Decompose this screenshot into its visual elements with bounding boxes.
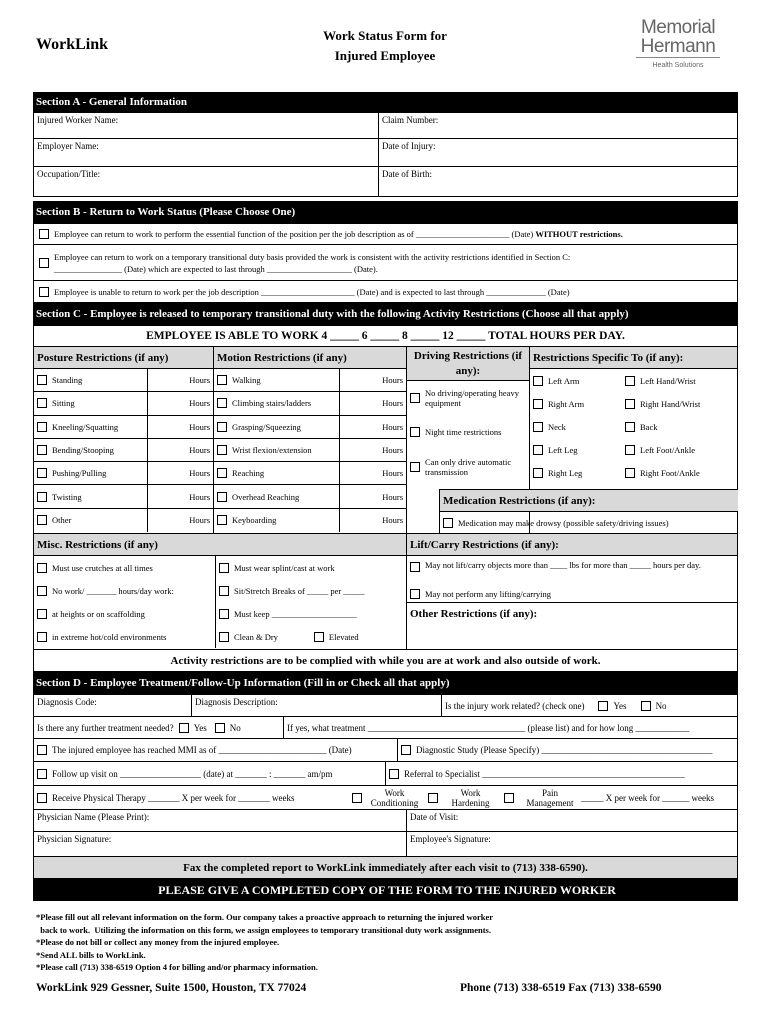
specific-checkbox[interactable] <box>625 422 635 432</box>
posture-checkbox[interactable] <box>37 398 47 408</box>
rtw-option2-line1: Employee can return to work on a temporary transitional duty basis provided the work is consistent with the activity restrictions identified in Section C: <box>54 251 571 262</box>
compliance-note: Activity restrictions are to be complied with while you are at work and also outside of work. <box>33 650 738 672</box>
motion-item <box>214 416 340 438</box>
further-treatment-yes-checkbox[interactable] <box>179 723 189 733</box>
driving-item <box>407 415 529 449</box>
misc-item <box>34 556 216 579</box>
posture-row <box>34 509 213 532</box>
further-treatment-question: Is there any further treatment needed? <box>37 722 174 733</box>
motion-row <box>214 509 406 532</box>
posture-item <box>34 369 148 391</box>
injured-worker-name-field[interactable]: Injured Worker Name: <box>34 113 379 138</box>
footer-phone: Phone (713) 338-6519 Fax (713) 338-6590 <box>460 982 662 994</box>
specific-item <box>530 468 622 478</box>
posture-item <box>34 416 148 438</box>
physical-therapy-label: Receive Physical Therapy _______ X per week for _______ weeks <box>52 792 295 803</box>
posture-label: Other <box>52 515 72 526</box>
work-hardening-line2: Hardening <box>451 797 490 808</box>
specific-header: Restrictions Specific To (if any): <box>530 347 737 369</box>
motion-item <box>214 485 340 507</box>
posture-checkbox[interactable] <box>37 492 47 502</box>
rtw-option1-bold: WITHOUT restrictions. <box>535 229 623 239</box>
misc-checkbox[interactable] <box>37 609 47 619</box>
misc-item <box>216 579 406 602</box>
specific-row <box>530 415 737 438</box>
misc-item <box>216 625 406 648</box>
motion-hours-field[interactable] <box>340 416 406 438</box>
motion-column <box>214 347 407 533</box>
misc-checkbox[interactable] <box>37 563 47 573</box>
misc-checkbox[interactable] <box>219 586 229 596</box>
posture-row <box>34 462 213 485</box>
motion-row <box>214 416 406 439</box>
note-line: *Please fill out all relevant information on the form. Our company takes a proactive approach to returning the injured worker <box>36 912 494 922</box>
posture-hours-field[interactable] <box>148 485 213 507</box>
pain-management-line1: Pain <box>541 787 558 798</box>
motion-row <box>214 392 406 415</box>
specific-checkbox[interactable] <box>625 468 635 478</box>
motion-hours-field[interactable] <box>340 509 406 532</box>
mmi-checkbox[interactable] <box>37 745 47 755</box>
medication-drowsy-checkbox[interactable] <box>443 518 453 528</box>
misc-label: Must wear splint/cast at work <box>234 562 335 573</box>
follow-up-checkbox[interactable] <box>37 769 47 779</box>
logo-line1: Memorial <box>640 17 716 38</box>
work-conditioning-checkbox[interactable] <box>352 793 362 803</box>
misc-checkbox[interactable] <box>37 632 47 642</box>
motion-checkbox[interactable] <box>217 468 227 478</box>
specific-row <box>530 369 737 392</box>
misc-label: in extreme hot/cold environments <box>52 631 167 642</box>
lift-limit-checkbox[interactable] <box>410 562 420 572</box>
specific-label: Left Hand/Wrist <box>640 375 696 386</box>
posture-item <box>34 509 148 532</box>
posture-column <box>34 347 214 533</box>
motion-item <box>214 509 340 532</box>
referral-label: Referral to Specialist _____________________________________________ <box>404 768 685 779</box>
employer-name-field[interactable]: Employer Name: <box>34 139 379 166</box>
note-line: back to work. Utilizing the information on this form, we assign employees to temporary transitional duty work assignments. <box>36 924 491 935</box>
motion-checkbox[interactable] <box>217 515 227 525</box>
rtw-option1-text: Employee can return to work to perform the essential function of the position per the job description as of ______________________ (Date) <box>54 229 534 239</box>
hours-label: Hours <box>382 468 403 479</box>
motion-row <box>214 485 406 508</box>
driving-checkbox[interactable] <box>410 393 420 403</box>
misc-checkbox[interactable] <box>219 632 229 642</box>
specific-checkbox[interactable] <box>625 399 635 409</box>
date-of-birth-field[interactable]: Date of Birth: <box>382 169 432 179</box>
motion-checkbox[interactable] <box>217 445 227 455</box>
further-treatment-no-label: No <box>229 722 241 733</box>
posture-row <box>34 416 213 439</box>
further-treatment-yes-label: Yes <box>193 722 207 733</box>
motion-label: Keyboarding <box>232 515 277 526</box>
misc-checkbox[interactable] <box>37 586 47 596</box>
specific-row <box>530 392 737 415</box>
pain-management-checkbox[interactable] <box>504 793 514 803</box>
physical-therapy-checkbox[interactable] <box>37 793 47 803</box>
driving-label: Night time restrictions <box>425 427 502 437</box>
section-c-header: Section C - Employee is released to temporary transitional duty with the following Activity Restrictions (Choose all that apply) <box>33 303 738 325</box>
medication-header: Medication Restrictions (if any): <box>440 490 738 511</box>
motion-item <box>214 439 340 461</box>
hours-per-day-line: EMPLOYEE IS ABLE TO WORK 4 _____ 6 _____ 8 _____ 12 _____ TOTAL HOURS PER DAY. <box>33 325 738 347</box>
work-hardening-line1: Work <box>460 787 481 798</box>
posture-hours-field[interactable] <box>148 369 213 391</box>
section-d-header: Section D - Employee Treatment/Follow-Up Information (Fill in or Check all that apply) <box>33 672 738 694</box>
specific-item <box>622 468 732 478</box>
copy-instruction: PLEASE GIVE A COMPLETED COPY OF THE FORM TO THE INJURED WORKER <box>33 879 738 901</box>
motion-header: Motion Restrictions (if any) <box>214 347 406 369</box>
hours-label: Hours <box>189 375 210 386</box>
further-treatment-no-checkbox[interactable] <box>215 723 225 733</box>
specific-checkbox[interactable] <box>533 445 543 455</box>
specific-item <box>530 376 622 386</box>
medication-row <box>439 512 738 534</box>
motion-hours-field[interactable] <box>340 439 406 461</box>
note-line: *Send ALL bills to WorkLink. <box>36 949 146 960</box>
other-restrictions-header: Other Restrictions (if any): <box>407 602 737 626</box>
work-conditioning-line2: Conditioning <box>370 797 419 808</box>
elevated-checkbox[interactable] <box>314 632 324 642</box>
treatment-details-field[interactable]: If yes, what treatment ___________________________________ (please list) and for how long ____________ <box>287 722 690 733</box>
motion-label: Climbing stairs/ladders <box>232 398 312 409</box>
specific-item <box>622 376 732 386</box>
specific-label: Right Hand/Wrist <box>640 398 701 409</box>
specific-item <box>622 422 732 432</box>
hours-label: Hours <box>382 491 403 502</box>
specific-row <box>530 462 737 485</box>
posture-label: Standing <box>52 375 83 386</box>
driving-list <box>407 381 529 484</box>
motion-checkbox[interactable] <box>217 375 227 385</box>
form-title-line2: Injured Employee <box>334 48 436 63</box>
posture-label: Twisting <box>52 491 82 502</box>
misc-label: at heights or on scaffolding <box>52 608 145 619</box>
motion-hours-field[interactable] <box>340 485 406 507</box>
driving-label: No driving/operating heavy equipment <box>425 388 519 408</box>
misc-checkbox[interactable] <box>219 563 229 573</box>
motion-hours-field[interactable] <box>340 369 406 391</box>
motion-row <box>214 462 406 485</box>
specific-label: Left Leg <box>548 445 578 456</box>
work-conditioning-line1: Work <box>384 787 405 798</box>
misc-row <box>34 602 406 625</box>
driving-item <box>407 449 529 484</box>
diagnosis-code-field[interactable]: Diagnosis Code: <box>34 695 192 716</box>
posture-hours-field[interactable] <box>148 416 213 438</box>
misc-item <box>34 625 216 648</box>
work-related-yes-checkbox[interactable] <box>598 701 608 711</box>
motion-label: Reaching <box>232 468 265 479</box>
occupation-field[interactable]: Occupation/Title: <box>34 167 379 196</box>
pain-management-frequency: _____ X per week for ______ weeks <box>581 792 714 803</box>
hours-label: Hours <box>189 491 210 502</box>
hours-label: Hours <box>189 468 210 479</box>
driving-header: Driving Restrictions (if any): <box>407 347 529 381</box>
misc-checkbox[interactable] <box>219 609 229 619</box>
rtw-option3-text: Employee is unable to return to work per the job description ______________________ (Date) and is expected to last through ______________ (Date) <box>54 286 570 297</box>
driving-checkbox[interactable] <box>410 462 420 472</box>
mmi-label: The injured employee has reached MMI as of ________________________ (Date) <box>52 745 352 755</box>
posture-hours-field[interactable] <box>148 439 213 461</box>
posture-row <box>34 369 213 392</box>
posture-item <box>34 485 148 507</box>
misc-header: Misc. Restrictions (if any) <box>34 534 406 556</box>
hours-label: Hours <box>189 398 210 409</box>
note-line: *Please call (713) 338-6519 Option 4 for billing and/or pharmacy information. <box>36 962 318 972</box>
section-b-header: Section B - Return to Work Status (Please Choose One) <box>33 201 738 223</box>
specific-row <box>530 439 737 462</box>
diagnostic-study-checkbox[interactable] <box>401 745 411 755</box>
medication-drowsy-label: Medication may make drowsy (possible safety/driving issues) <box>458 518 669 528</box>
motion-checkbox[interactable] <box>217 492 227 502</box>
no-lifting-checkbox[interactable] <box>410 589 420 599</box>
hours-label: Hours <box>382 375 403 386</box>
rtw-option2-line2: ________________ (Date) which are expected to last through ____________________ (Date). <box>54 263 378 274</box>
footer-address: WorkLink 929 Gessner, Suite 1500, Houston, TX 77024 <box>36 982 307 994</box>
misc-label: Must use crutches at all times <box>52 562 153 573</box>
hours-label: Hours <box>382 421 403 432</box>
hours-label: Hours <box>189 445 210 456</box>
work-related-yes-label: Yes <box>613 700 627 711</box>
motion-checkbox[interactable] <box>217 398 227 408</box>
specific-item <box>530 445 622 455</box>
work-related-no-checkbox[interactable] <box>641 701 651 711</box>
specific-list <box>530 369 737 485</box>
motion-hours-field[interactable] <box>340 462 406 484</box>
posture-label: Sitting <box>52 398 75 409</box>
misc-label: No work/ _______ hours/day work: <box>52 585 174 596</box>
driving-label: Can only drive automatic transmission <box>425 456 512 477</box>
work-related-question: Is the injury work related? (check one) <box>445 700 585 711</box>
physician-signature-field[interactable]: Physician Signature: <box>34 832 407 856</box>
posture-row <box>34 439 213 462</box>
motion-list <box>214 369 406 532</box>
misc-row <box>34 556 406 579</box>
diagnosis-description-field[interactable]: Diagnosis Description: <box>192 695 442 716</box>
specific-checkbox[interactable] <box>625 376 635 386</box>
referral-checkbox[interactable] <box>389 769 399 779</box>
specific-label: Neck <box>548 421 566 432</box>
diagnostic-study-label: Diagnostic Study (Please Specify) ______________________________________ <box>416 745 713 755</box>
specific-item <box>530 422 622 432</box>
specific-checkbox[interactable] <box>533 468 543 478</box>
posture-item <box>34 439 148 461</box>
work-status-form <box>33 92 738 901</box>
posture-row <box>34 392 213 415</box>
driving-checkbox[interactable] <box>410 427 420 437</box>
specific-checkbox[interactable] <box>533 422 543 432</box>
form-title-line1: Work Status Form for <box>323 28 447 43</box>
section-a-header: Section A - General Information <box>33 92 738 112</box>
posture-item <box>34 392 148 414</box>
lift-header: Lift/Carry Restrictions (if any): <box>407 534 737 556</box>
motion-item <box>214 462 340 484</box>
hours-label: Hours <box>189 421 210 432</box>
date-of-visit-field[interactable]: Date of Visit: <box>410 812 459 822</box>
specific-label: Right Leg <box>548 468 583 479</box>
rtw-unable-checkbox[interactable] <box>39 287 49 297</box>
fax-instruction: Fax the completed report to WorkLink immediately after each visit to (713) 338-6590). <box>33 857 738 879</box>
no-lifting-label: May not perform any lifting/carrying <box>425 589 552 599</box>
misc-row <box>34 625 406 648</box>
elevated-label: Elevated <box>328 631 359 642</box>
posture-hours-field[interactable] <box>148 392 213 414</box>
posture-checkbox[interactable] <box>37 375 47 385</box>
hours-label: Hours <box>382 398 403 409</box>
motion-label: Grasping/Squeezing <box>232 421 301 432</box>
lift-column <box>407 534 737 649</box>
motion-item <box>214 392 340 414</box>
employee-signature-field[interactable]: Employee's Signature: <box>410 834 491 844</box>
posture-label: Pushing/Pulling <box>52 468 107 479</box>
rtw-transitional-checkbox[interactable] <box>39 258 49 268</box>
brand-name: WorkLink <box>36 36 109 53</box>
hours-label: Hours <box>382 515 403 526</box>
follow-up-label: Follow up visit on __________________ (date) at _______ : _______ am/pm <box>52 768 333 779</box>
motion-label: Wrist flexion/extension <box>232 445 312 456</box>
posture-list <box>34 369 213 532</box>
motion-checkbox[interactable] <box>217 422 227 432</box>
posture-checkbox[interactable] <box>37 468 47 478</box>
logo-line3: Health Solutions <box>652 62 704 69</box>
motion-hours-field[interactable] <box>340 392 406 414</box>
specific-label: Left Arm <box>548 375 580 386</box>
motion-label: Walking <box>232 375 261 386</box>
misc-item <box>34 579 216 602</box>
hours-label: Hours <box>189 515 210 526</box>
misc-row <box>34 579 406 602</box>
hours-label: Hours <box>382 445 403 456</box>
posture-hours-field[interactable] <box>148 509 213 532</box>
memorial-hermann-logo <box>630 18 726 72</box>
specific-label: Right Arm <box>548 398 585 409</box>
posture-checkbox[interactable] <box>37 445 47 455</box>
specific-checkbox[interactable] <box>625 445 635 455</box>
rtw-without-restrictions-checkbox[interactable] <box>39 229 49 239</box>
specific-label: Right Foot/Ankle <box>640 468 700 479</box>
misc-label: Sit/Stretch Breaks of _____ per _____ <box>234 585 365 596</box>
logo-line2: Hermann <box>640 36 716 57</box>
misc-item <box>34 602 216 625</box>
posture-checkbox[interactable] <box>37 515 47 525</box>
misc-item <box>216 556 406 579</box>
specific-item <box>622 445 732 455</box>
specific-label: Left Foot/Ankle <box>640 445 696 456</box>
specific-item <box>530 399 622 409</box>
misc-label: Must keep ____________________ <box>234 608 357 619</box>
motion-row <box>214 439 406 462</box>
note-line: *Please do not bill or collect any money from the injured employee. <box>36 937 280 947</box>
misc-item <box>216 602 406 625</box>
specific-item <box>622 399 732 409</box>
specific-checkbox[interactable] <box>533 376 543 386</box>
claim-number-field[interactable]: Claim Number: <box>382 115 439 125</box>
notes-list <box>36 911 493 974</box>
misc-column <box>34 534 407 649</box>
physician-name-field[interactable]: Physician Name (Please Print): <box>34 810 407 831</box>
driving-item <box>407 381 529 415</box>
lift-limit-label: May not lift/carry objects more than ____ lbs for more than _____ hours per day. <box>425 560 701 570</box>
posture-label: Bending/Stooping <box>52 445 114 456</box>
posture-item <box>34 462 148 484</box>
posture-row <box>34 485 213 508</box>
pain-management-line2: Management <box>526 797 574 808</box>
specific-label: Back <box>640 421 658 432</box>
work-hardening-checkbox[interactable] <box>428 793 438 803</box>
motion-label: Overhead Reaching <box>232 491 300 502</box>
motion-row <box>214 369 406 392</box>
misc-label: Clean & Dry <box>234 631 278 642</box>
posture-label: Kneeling/Squatting <box>52 421 119 432</box>
posture-checkbox[interactable] <box>37 422 47 432</box>
posture-header: Posture Restrictions (if any) <box>34 347 213 369</box>
medication-header-cell <box>439 489 738 512</box>
date-of-injury-field[interactable]: Date of Injury: <box>382 141 436 151</box>
posture-hours-field[interactable] <box>148 462 213 484</box>
motion-item <box>214 369 340 391</box>
specific-checkbox[interactable] <box>533 399 543 409</box>
work-related-no-label: No <box>655 700 667 711</box>
misc-list <box>34 556 406 648</box>
